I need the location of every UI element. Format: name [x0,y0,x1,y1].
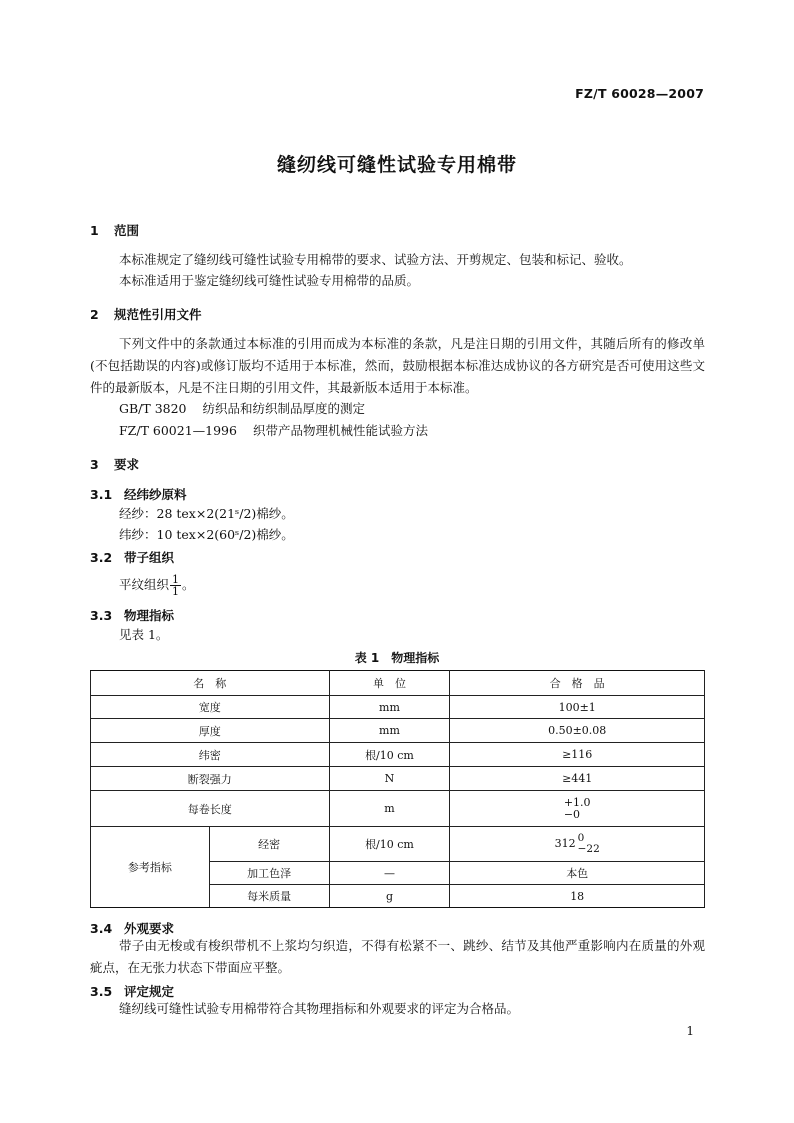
section-1-heading [90,221,139,239]
row-name: 每米质量 [209,885,329,908]
section-number: 3.4 [90,921,113,936]
section-2-paragraph: 下列文件中的条款通过本标准的引用而成为本标准的条款，凡是注日期的引用文件，其随后所有的修改单(不包括勘误的内容)或修订版均不适用于本标准，然而，鼓励根据本标准达成协议的各方研究是否可使用这些文件的最新版本，凡是不注日期的引用文件，其最新版本适用于本标准。 [90,336,705,395]
table-row [91,827,705,862]
row-unit: m [329,791,450,827]
section-title: 物理指标 [124,608,175,623]
table-row [91,791,705,827]
reference-code: GB/T 3820 [119,401,187,416]
row-name: 加工色泽 [209,862,329,885]
value-base: 312 [554,837,576,850]
weft-yarn-line: 纬纱：10 tex×2(60ˢ/2)棉纱。 [119,527,294,542]
section-2-heading [90,305,202,323]
section-title: 外观要求 [124,921,175,936]
section-number: 2 [90,307,99,322]
section-1-paragraph-1: 本标准规定了缝纫线可缝性试验专用棉带的要求、试验方法、开剪规定、包装和标记、验收。 [119,252,632,267]
row-name: 经密 [209,827,329,862]
reference-title: 纺织品和纺织制品厚度的测定 [202,401,366,416]
section-number: 3.1 [90,487,113,502]
section-number: 3 [90,457,99,472]
row-unit: 根/10 cm [329,827,450,862]
reference-item [119,420,428,442]
section-3-1-heading [90,485,187,503]
header-name: 名 称 [91,671,330,696]
section-3-2-heading [90,548,174,566]
section-title: 要求 [114,457,140,472]
row-unit: mm [329,696,450,719]
section-number: 1 [90,223,99,238]
row-value: 100±1 [450,696,705,719]
row-value [450,827,705,862]
fraction-denominator: 1 [172,585,180,598]
section-number: 3.3 [90,608,113,623]
tolerance [578,833,600,855]
section-3-3-heading [90,606,174,624]
tolerance [564,797,591,821]
tolerance-lower: −22 [577,843,600,855]
tolerance-upper: +1.0 [563,795,591,809]
row-name: 宽度 [91,696,330,719]
table-row [91,719,705,743]
table-caption: 表 1 物理指标 [354,651,440,665]
section-number: 3.2 [90,550,113,565]
row-name: 纬密 [91,743,330,767]
section-number: 3.5 [90,984,113,999]
weave-structure-line [119,572,195,598]
header-unit: 单 位 [329,671,450,696]
section-3-5-paragraph: 缝纫线可缝性试验专用棉带符合其物理指标和外观要求的评定为合格品。 [119,1001,520,1016]
row-value: ≥116 [450,743,705,767]
see-table-text: 见表 1。 [119,627,169,642]
reference-group-label: 参考指标 [91,827,210,908]
row-value: 本色 [450,862,705,885]
row-value: ≥441 [450,767,705,791]
page-title: 缝纫线可缝性试验专用棉带 [276,154,517,176]
section-title: 评定规定 [124,984,175,999]
tolerance-lower: −0 [563,807,581,821]
table-row [91,767,705,791]
row-value: 0.50±0.08 [450,719,705,743]
section-3-heading [90,455,139,473]
reference-code: FZ/T 60021—1996 [119,423,237,438]
row-unit: g [329,885,450,908]
fraction-numerator: 1 [172,573,180,586]
table-row [91,696,705,719]
warp-yarn-line: 经纱：28 tex×2(21ˢ/2)棉纱。 [119,506,294,521]
section-title: 范围 [114,223,140,238]
reference-title: 织带产品物理机械性能试验方法 [252,423,428,438]
tolerance-upper: 0 [577,832,585,844]
reference-item [119,398,365,420]
row-name: 断裂强力 [91,767,330,791]
table-header-row [91,671,705,696]
row-unit: — [329,862,450,885]
section-title: 带子组织 [124,550,175,565]
table-row [91,743,705,767]
weave-end-punct: 。 [182,577,195,592]
row-unit: mm [329,719,450,743]
section-1-paragraph-2: 本标准适用于鉴定缝纫线可缝性试验专用棉带的品质。 [119,273,420,288]
weave-text: 平纹组织 [119,577,170,592]
row-value [450,791,705,827]
row-value: 18 [450,885,705,908]
row-name: 每卷长度 [91,791,330,827]
physical-indicators-table [90,670,705,908]
standard-code: FZ/T 60028—2007 [575,86,704,101]
page-number: 1 [686,1024,694,1038]
row-name: 厚度 [91,719,330,743]
section-3-4-paragraph: 带子由无梭或有梭织带机不上浆均匀织造，不得有松紧不一、跳纱、结节及其他严重影响内在质量的外观疵点，在无张力状态下带面应平整。 [90,938,705,975]
section-title: 经纬纱原料 [124,487,187,502]
row-unit: N [329,767,450,791]
section-title: 规范性引用文件 [114,307,202,322]
header-qualified: 合 格 品 [450,671,705,696]
weave-fraction [170,574,181,597]
row-unit: 根/10 cm [329,743,450,767]
